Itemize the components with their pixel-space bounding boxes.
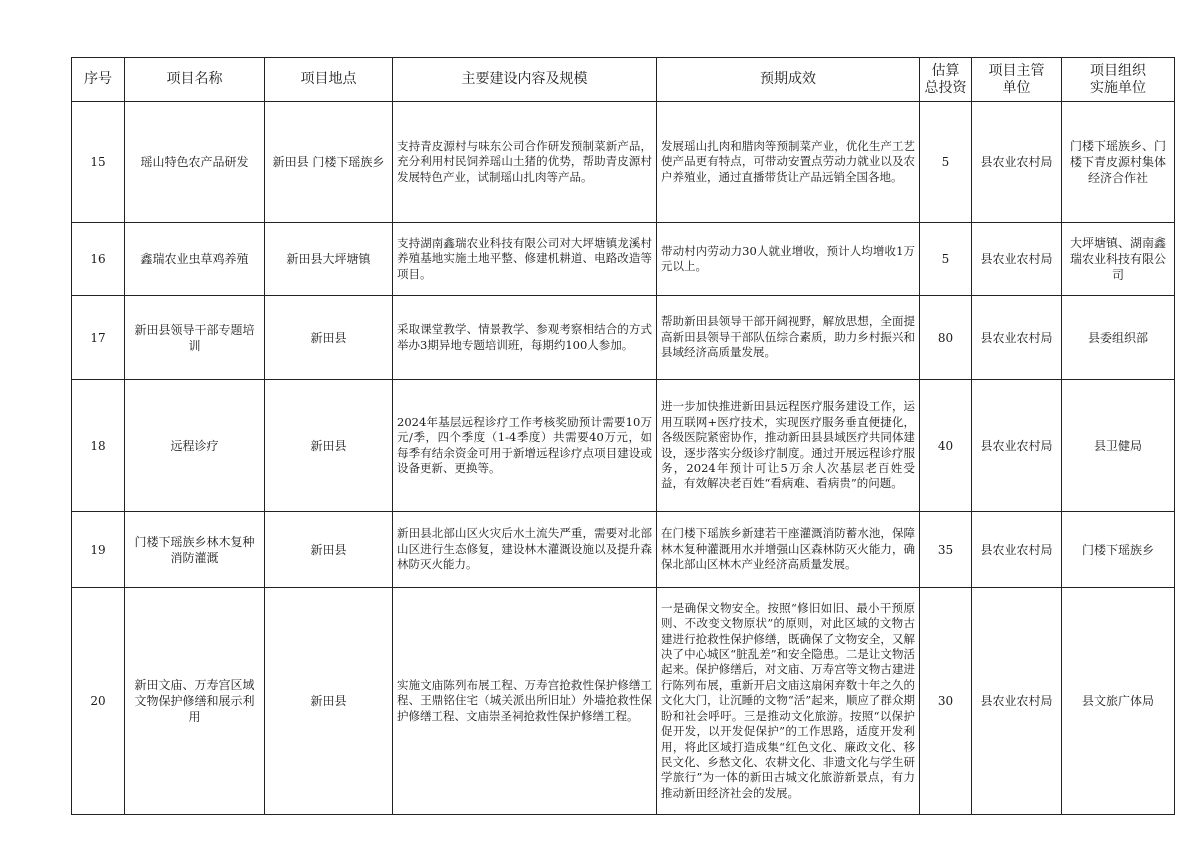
cell-implementer: 县卫健局 — [1062, 380, 1175, 512]
cell-name: 鑫瑞农业虫草鸡养殖 — [125, 223, 265, 296]
cell-implementer: 门楼下瑶族乡、门楼下青皮源村集体经济合作社 — [1062, 102, 1175, 223]
header-name: 项目名称 — [125, 58, 265, 102]
cell-content: 2024年基层远程诊疗工作考核奖励预计需要10万元/季，四个季度（1-4季度）共需要40万元，如每季有结余资金可用于新增远程诊疗点项目建设或设备更新、更换等。 — [393, 380, 657, 512]
cell-name: 远程诊疗 — [125, 380, 265, 512]
cell-name: 门楼下瑶族乡林木复种消防灌溉 — [125, 512, 265, 588]
cell-implementer: 县委组织部 — [1062, 296, 1175, 380]
cell-authority: 县农业农村局 — [972, 512, 1062, 588]
cell-location: 新田县 — [265, 296, 393, 380]
cell-no: 19 — [72, 512, 125, 588]
cell-no: 16 — [72, 223, 125, 296]
cell-location: 新田县 — [265, 588, 393, 815]
cell-authority: 县农业农村局 — [972, 102, 1062, 223]
cell-outcome: 进一步加快推进新田县远程医疗服务建设工作，运用互联网+医疗技术，实现医疗服务垂直便捷化，各级医院紧密协作，推动新田县县域医疗共同体建设，逐步落实分级诊疗制度。通过开展远程诊疗服务，2024年预计可让5万余人次基层老百姓受益，有效解决老百姓“看病难、看病贵”的问题。 — [657, 380, 920, 512]
cell-investment: 5 — [920, 223, 972, 296]
cell-content: 采取课堂教学、情景教学、参观考察相结合的方式举办3期异地专题培训班，每期约100人参加。 — [393, 296, 657, 380]
cell-implementer: 大坪塘镇、湖南鑫瑞农业科技有限公司 — [1062, 223, 1175, 296]
cell-location: 新田县 — [265, 380, 393, 512]
cell-content: 支持湖南鑫瑞农业科技有限公司对大坪塘镇龙溪村养殖基地实施土地平整、修建机耕道、电路改造等项目。 — [393, 223, 657, 296]
cell-implementer: 门楼下瑶族乡 — [1062, 512, 1175, 588]
table-row — [72, 380, 1175, 512]
cell-no: 20 — [72, 588, 125, 815]
cell-authority: 县农业农村局 — [972, 380, 1062, 512]
table-row — [72, 102, 1175, 223]
header-investment: 估算 总投资 — [920, 58, 972, 102]
cell-investment: 80 — [920, 296, 972, 380]
header-authority: 项目主管 单位 — [972, 58, 1062, 102]
cell-investment: 5 — [920, 102, 972, 223]
header-no: 序号 — [72, 58, 125, 102]
table-row — [72, 296, 1175, 380]
cell-investment: 30 — [920, 588, 972, 815]
cell-name: 新田县领导干部专题培训 — [125, 296, 265, 380]
cell-outcome: 带动村内劳动力30人就业增收，预计人均增收1万元以上。 — [657, 223, 920, 296]
header-outcome: 预期成效 — [657, 58, 920, 102]
table-row — [72, 512, 1175, 588]
header-row — [72, 58, 1175, 102]
cell-location: 新田县 门楼下瑶族乡 — [265, 102, 393, 223]
cell-outcome: 一是确保文物安全。按照“修旧如旧、最小干预原则、不改变文物原状”的原则，对此区域的文物古建进行抢救性保护修缮，既确保了文物安全，又解决了中心城区“脏乱差”和安全隐患。二是让文物活起来。保护修缮后，对文庙、万寿宫等文物古建进行陈列布展，重新开启文庙这扇闲弃数十年之久的文化大门，让沉睡的文物“活”起来，顺应了群众期盼和社会呼吁。三是推动文化旅游。按照“以保护促开发，以开发促保护”的工作思路，适度开发利用，将此区域打造成集“红色文化、廉政文化、移民文化、乡愁文化、农耕文化、非遗文化与学生研学旅行”为一体的新田古城文化旅游新景点，有力推动新田经济社会的发展。 — [657, 588, 920, 815]
cell-content: 新田县北部山区火灾后水土流失严重，需要对北部山区进行生态修复，建设林木灌溉设施以及提升森林防灭火能力。 — [393, 512, 657, 588]
cell-outcome: 帮助新田县领导干部开阔视野，解放思想，全面提高新田县领导干部队伍综合素质，助力乡村振兴和县域经济高质量发展。 — [657, 296, 920, 380]
cell-content: 实施文庙陈列布展工程、万寿宫抢救性保护修缮工程、王鼎铭住宅（城关派出所旧址）外墙抢救性保护修缮工程、文庙崇圣祠抢救性保护修缮工程。 — [393, 588, 657, 815]
cell-investment: 40 — [920, 380, 972, 512]
cell-content: 支持青皮源村与味东公司合作研发预制菜新产品，充分利用村民饲养瑶山土猪的优势，帮助青皮源村发展特色产业，试制瑶山扎肉等产品。 — [393, 102, 657, 223]
cell-outcome: 在门楼下瑶族乡新建若干座灌溉消防蓄水池，保障林木复种灌溉用水并增强山区森林防灭火能力，确保北部山区林木产业经济高质量发展。 — [657, 512, 920, 588]
table-row — [72, 588, 1175, 815]
cell-location: 新田县 — [265, 512, 393, 588]
cell-outcome: 发展瑶山扎肉和腊肉等预制菜产业，优化生产工艺使产品更有特点，可带动安置点劳动力就业以及农户养殖业，通过直播带货让产品远销全国各地。 — [657, 102, 920, 223]
cell-authority: 县农业农村局 — [972, 296, 1062, 380]
header-location: 项目地点 — [265, 58, 393, 102]
cell-no: 17 — [72, 296, 125, 380]
cell-location: 新田县大坪塘镇 — [265, 223, 393, 296]
cell-no: 18 — [72, 380, 125, 512]
project-table — [71, 57, 1175, 815]
cell-no: 15 — [72, 102, 125, 223]
cell-authority: 县农业农村局 — [972, 588, 1062, 815]
table-row — [72, 223, 1175, 296]
cell-authority: 县农业农村局 — [972, 223, 1062, 296]
cell-name: 新田文庙、万寿宫区域文物保护修缮和展示利用 — [125, 588, 265, 815]
header-content: 主要建设内容及规模 — [393, 58, 657, 102]
cell-investment: 35 — [920, 512, 972, 588]
header-implementer: 项目组织 实施单位 — [1062, 58, 1175, 102]
cell-name: 瑶山特色农产品研发 — [125, 102, 265, 223]
cell-implementer: 县文旅广体局 — [1062, 588, 1175, 815]
